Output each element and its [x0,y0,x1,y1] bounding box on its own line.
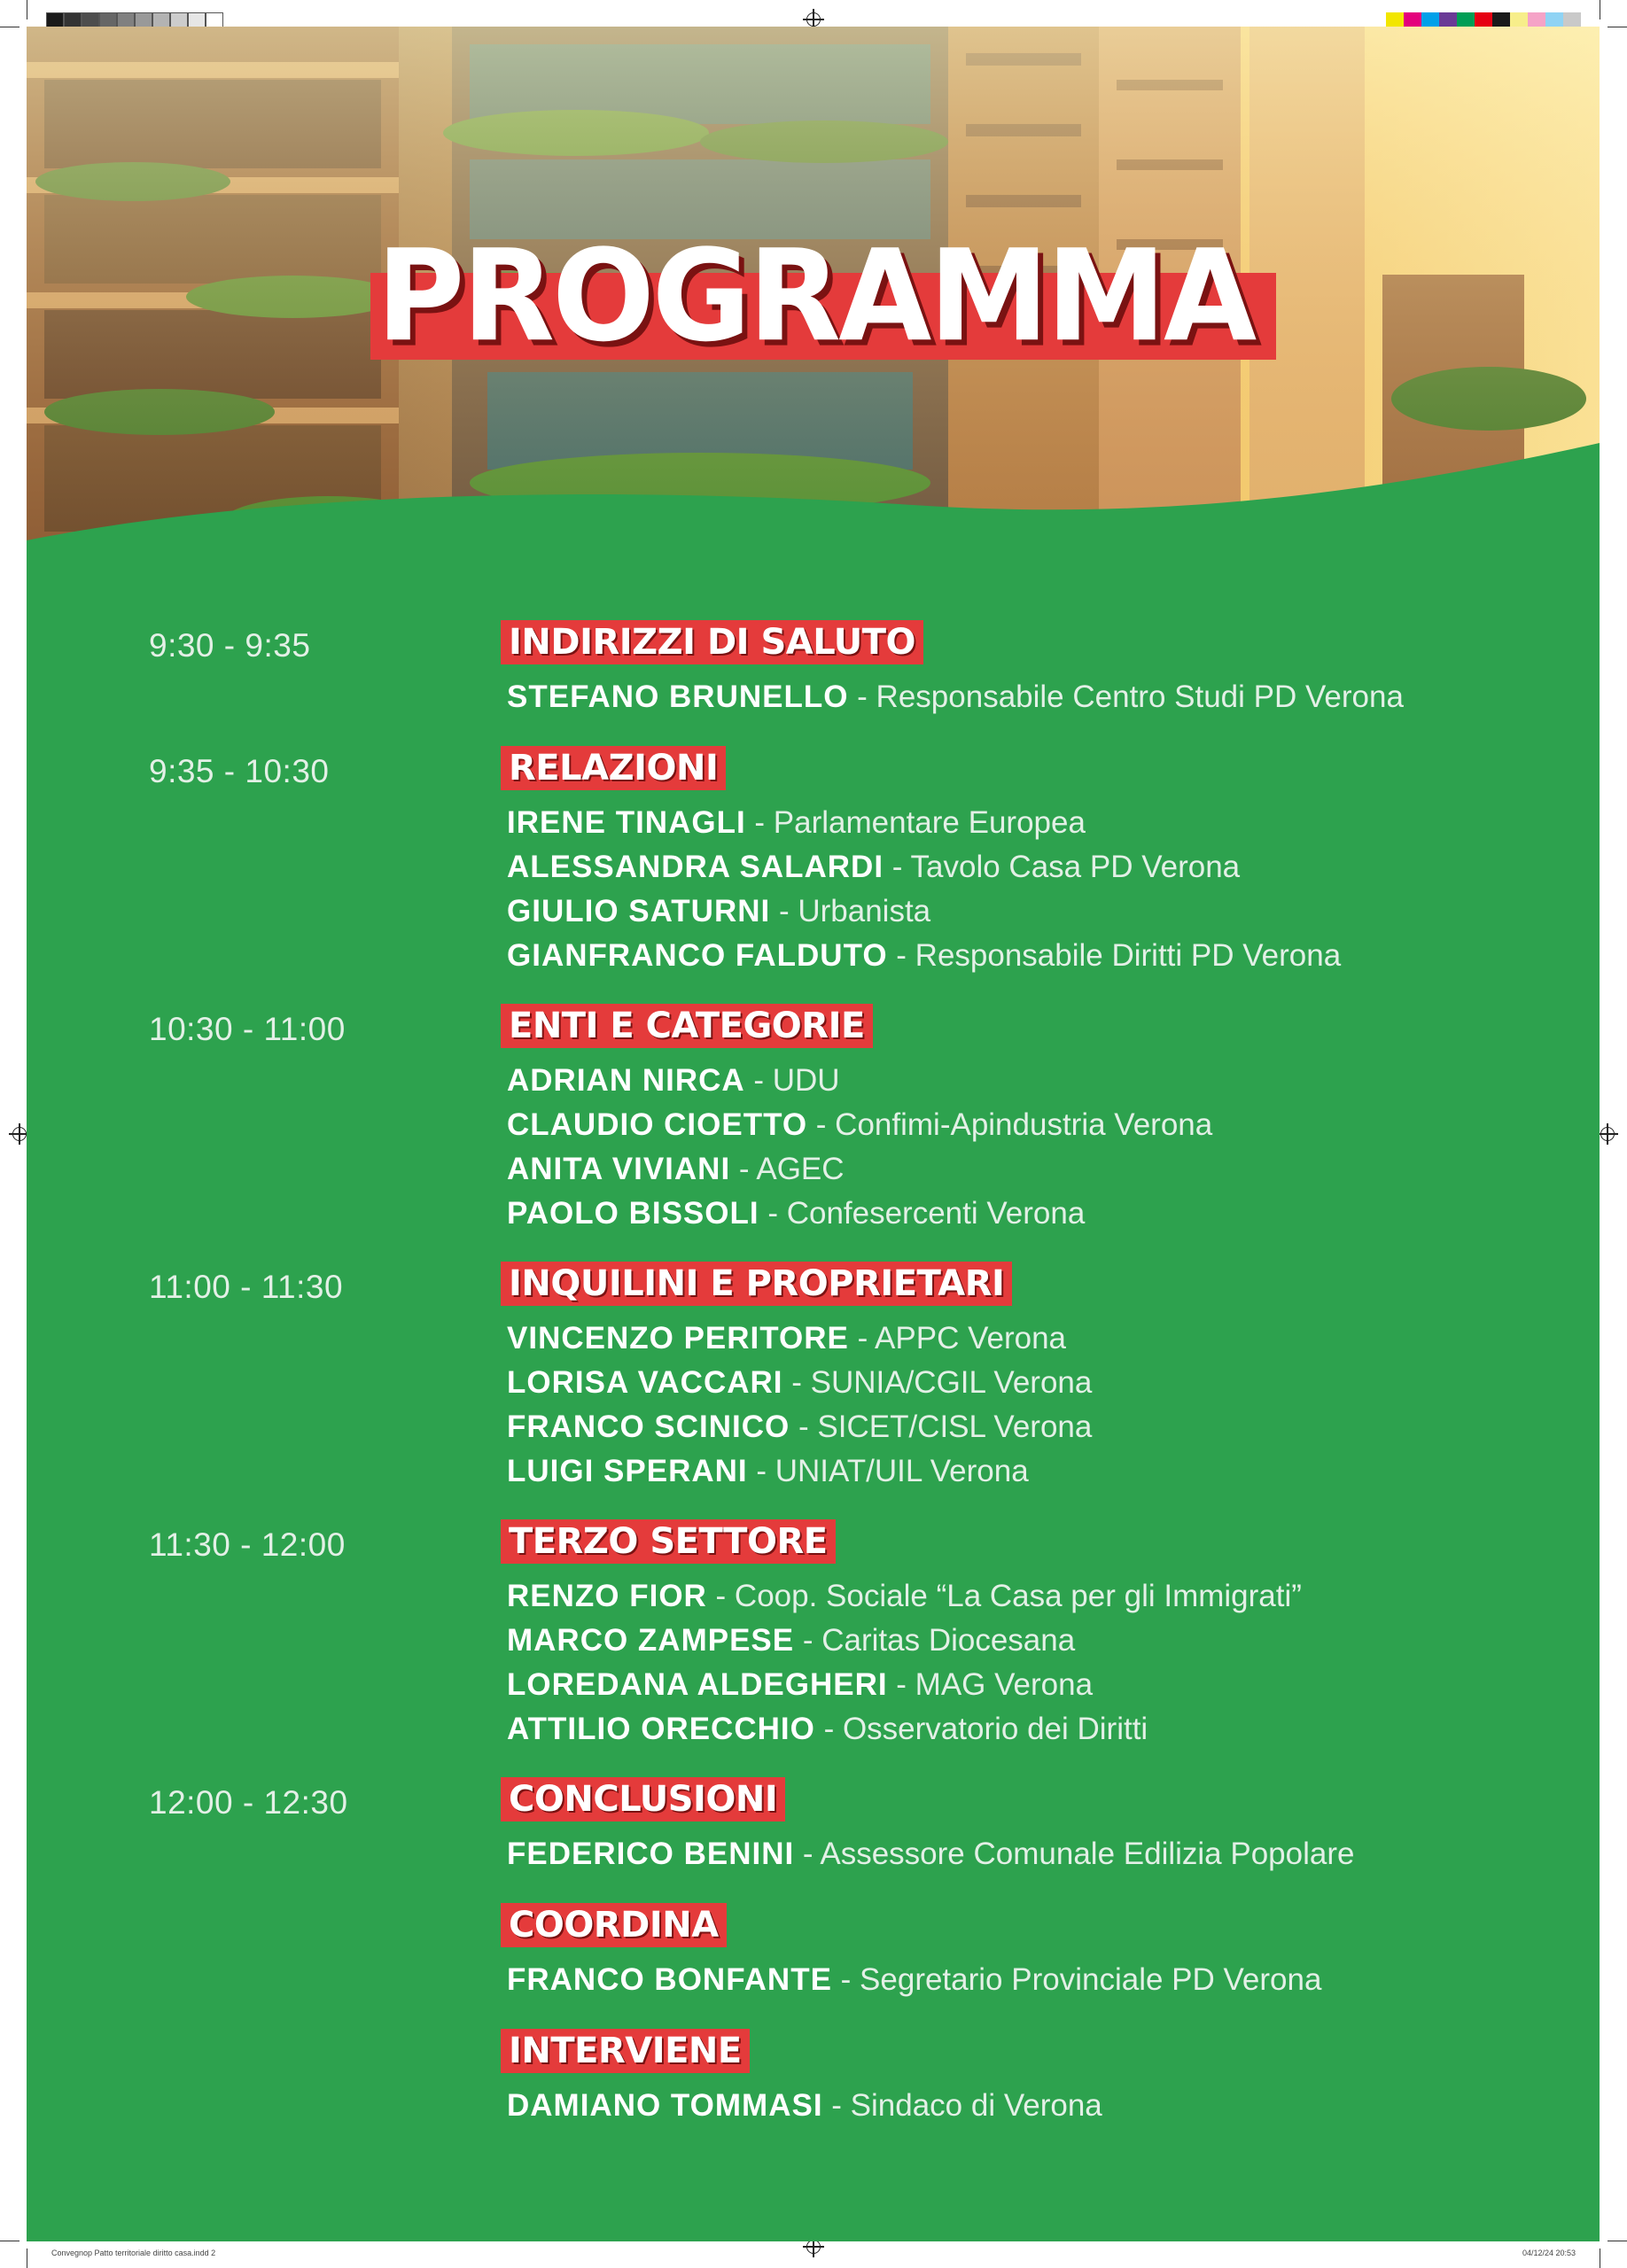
poster [27,27,1600,2241]
speaker-role: - Parlamentare Europea [745,805,1086,840]
speaker-list [507,1317,1092,1494]
speaker [507,1832,1354,1876]
speaker-name: LUIGI SPERANI [507,1454,748,1488]
speaker-role: - Segretario Provinciale PD Verona [831,1962,1322,1997]
speaker [507,1619,1302,1663]
speaker-role: - Urbanista [770,894,931,928]
speaker-role: - Responsabile Centro Studi PD Verona [848,680,1404,714]
time-slot: 11:00 - 11:30 [149,1269,344,1305]
speaker [507,845,1341,889]
speaker [507,889,1341,934]
registration-mark-right [1600,1127,1615,1141]
speaker [507,1958,1321,2002]
speaker-role: - Sindaco di Verona [822,2088,1102,2123]
speaker [507,1147,1212,1192]
speaker [507,1103,1212,1147]
speaker-list [507,1059,1212,1236]
speaker-role: - AGEC [730,1152,845,1186]
time-slot: 12:00 - 12:30 [149,1784,348,1821]
speaker-list [507,1574,1302,1751]
category-label: CONCLUSIONI [501,1777,785,1821]
time-slot: 11:30 - 12:00 [149,1526,346,1563]
title-banner [346,223,1285,372]
speaker-role: - SICET/CISL Verona [790,1410,1093,1444]
speaker-list [507,2084,1102,2128]
speaker-role: - Tavolo Casa PD Verona [884,850,1241,884]
category-label: COORDINA [501,1903,727,1947]
speaker [507,1405,1092,1449]
speaker-name: ATTILIO ORECCHIO [507,1712,815,1746]
speaker [507,1059,1212,1103]
speaker-name: FRANCO SCINICO [507,1410,790,1444]
speaker-name: MARCO ZAMPESE [507,1623,795,1658]
time-slot: 9:35 - 10:30 [149,753,330,789]
category-label: INQUILINI E PROPRIETARI [501,1262,1012,1306]
speaker-name: GIANFRANCO FALDUTO [507,938,888,973]
time-slot: 10:30 - 11:00 [149,1011,346,1047]
speaker-name: FEDERICO BENINI [507,1837,795,1871]
speaker-name: FRANCO BONFANTE [507,1962,832,1997]
speaker-role: - APPC Verona [848,1321,1066,1355]
category-label: INTERVIENE [501,2029,750,2073]
speaker-role: - Responsabile Diritti PD Verona [887,938,1342,973]
speaker-role: - Coop. Sociale “La Casa per gli Immigrati” [706,1579,1302,1613]
speaker-role: - UNIAT/UIL Verona [747,1454,1029,1488]
registration-mark-left [12,1127,27,1141]
speaker-role: - Confimi-Apindustria Verona [807,1107,1213,1142]
category-label: INDIRIZZI DI SALUTO [501,620,923,664]
speaker-name: CLAUDIO CIOETTO [507,1107,808,1142]
speaker-name: STEFANO BRUNELLO [507,680,849,714]
speaker [507,1663,1302,1707]
print-slug-timestamp: 04/12/24 20:53 [1522,2249,1576,2257]
category-label: TERZO SETTORE [501,1519,836,1564]
page-title: PROGRAMMA [376,223,1255,370]
speaker-role: - Osservatorio dei Diritti [814,1712,1148,1746]
speaker-role: - SUNIA/CGIL Verona [782,1365,1093,1400]
speaker [507,1449,1092,1494]
speaker-name: LOREDANA ALDEGHERI [507,1667,888,1702]
speaker-name: DAMIANO TOMMASI [507,2088,823,2123]
speaker [507,2084,1102,2128]
speaker [507,1192,1212,1236]
speaker-role: - Caritas Diocesana [794,1623,1076,1658]
time-slot: 9:30 - 9:35 [149,627,311,664]
speaker [507,1574,1302,1619]
speaker [507,801,1341,845]
speaker [507,675,1404,719]
speaker-role: - Confesercenti Verona [759,1196,1086,1231]
speaker-list [507,1958,1321,2002]
speaker-name: LORISA VACCARI [507,1365,783,1400]
speaker-name: IRENE TINAGLI [507,805,746,840]
speaker-list [507,675,1404,719]
speaker-name: VINCENZO PERITORE [507,1321,849,1355]
category-label: ENTI E CATEGORIE [501,1004,873,1048]
speaker-role: - Assessore Comunale Edilizia Popolare [794,1837,1355,1871]
registration-mark-top [806,12,821,27]
registration-mark-bottom [806,2240,821,2254]
speaker-role: - UDU [744,1063,840,1098]
speaker-name: GIULIO SATURNI [507,894,771,928]
speaker [507,1707,1302,1751]
speaker-list [507,1832,1354,1876]
speaker-name: RENZO FIOR [507,1579,707,1613]
speaker-name: PAOLO BISSOLI [507,1196,759,1231]
speaker-name: ADRIAN NIRCA [507,1063,745,1098]
speaker [507,1361,1092,1405]
category-label: RELAZIONI [501,746,726,790]
speaker-list [507,801,1341,978]
speaker-name: ANITA VIVIANI [507,1152,731,1186]
speaker-name: ALESSANDRA SALARDI [507,850,884,884]
speaker [507,934,1341,978]
speaker [507,1317,1092,1361]
print-slug-file: Convegnop Patto territoriale diritto casa.indd 2 [51,2249,216,2257]
speaker-role: - MAG Verona [887,1667,1094,1702]
